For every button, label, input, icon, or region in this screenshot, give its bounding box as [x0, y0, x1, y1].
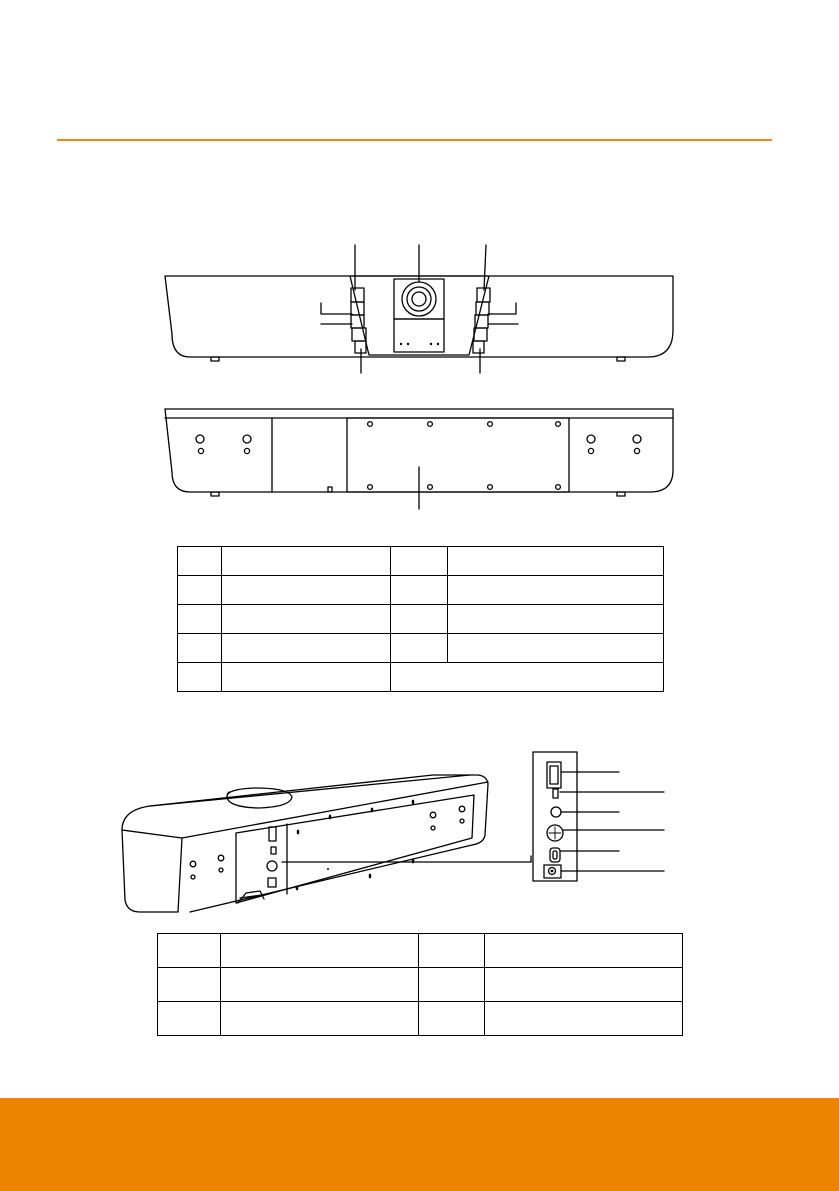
port-name-cell [221, 968, 419, 1002]
part-name-cell [222, 663, 391, 692]
part-number-cell [178, 605, 222, 634]
part-name-cell [448, 576, 664, 605]
front-view-drawing [150, 238, 690, 378]
port-name-cell [485, 934, 683, 968]
port-name-cell [221, 934, 419, 968]
part-number-cell [391, 547, 448, 576]
part-number-cell [178, 576, 222, 605]
mount-plate [347, 418, 569, 492]
port-number-cell [158, 1002, 221, 1036]
part-number-cell [391, 605, 448, 634]
table-row [178, 605, 664, 634]
port-number-cell [419, 968, 485, 1002]
table-row [178, 663, 664, 692]
mini-port [553, 789, 558, 798]
part-name-cell [222, 576, 391, 605]
port-name-cell [485, 968, 683, 1002]
table-row [178, 576, 664, 605]
audio-jack [551, 807, 561, 817]
port-detail-drawing [528, 748, 670, 884]
table-row [178, 547, 664, 576]
camera-lens-inner [412, 292, 426, 306]
indicator-panel [394, 319, 444, 352]
foot-left [211, 357, 219, 361]
part-number-cell [391, 634, 448, 663]
foot-right [617, 357, 625, 361]
port-name-cell [221, 1002, 419, 1036]
device-body-outline [122, 830, 182, 912]
port-number-cell [419, 1002, 485, 1036]
footer-band [0, 1098, 839, 1191]
port-name-cell [485, 1002, 683, 1036]
part-name-cell [222, 547, 391, 576]
part-number-cell [391, 576, 448, 605]
back-view-drawing [150, 400, 690, 515]
part-name-cell [448, 547, 664, 576]
part-name-cell [448, 634, 664, 663]
part-number-cell [178, 547, 222, 576]
part-name-cell [391, 663, 664, 692]
front-back-parts-table [177, 546, 664, 692]
part-number-cell [178, 634, 222, 663]
header-rule [57, 139, 772, 141]
port-number-cell [158, 934, 221, 968]
usb-c-port [550, 848, 560, 862]
part-number-cell [178, 663, 222, 692]
table-row [158, 968, 683, 1002]
camera-lens-mid [407, 287, 431, 311]
ports-table [157, 933, 683, 1036]
table-row [178, 634, 664, 663]
port-number-cell [419, 934, 485, 968]
table-row [158, 934, 683, 968]
part-name-cell [448, 605, 664, 634]
table-row [158, 1002, 683, 1036]
port-number-cell [158, 968, 221, 1002]
part-name-cell [222, 605, 391, 634]
part-name-cell [222, 634, 391, 663]
